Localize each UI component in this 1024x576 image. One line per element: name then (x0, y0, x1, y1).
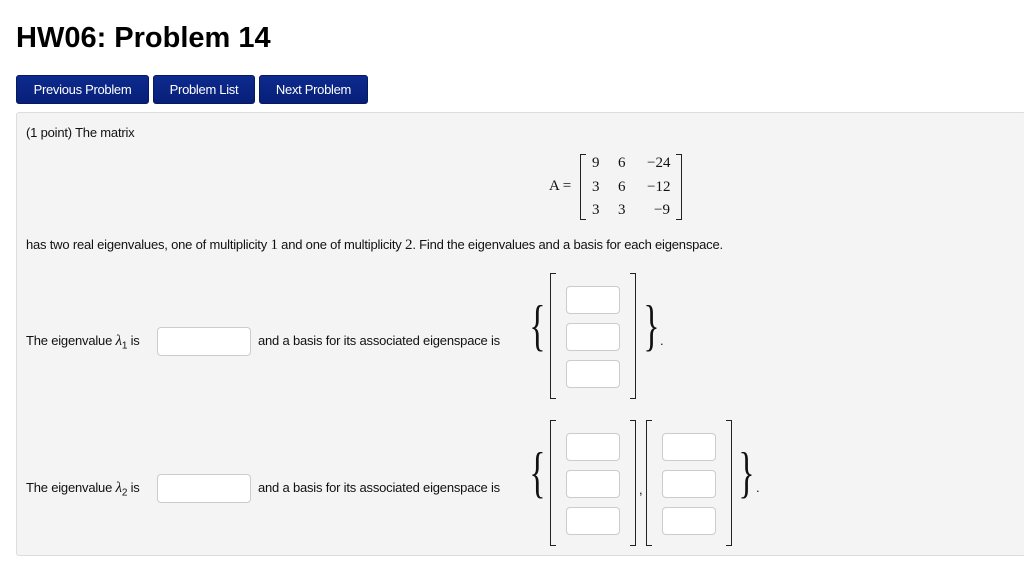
multiplicity-2: 2 (405, 237, 413, 253)
page-title: HW06: Problem 14 (16, 22, 271, 54)
eigenvalue-1-input[interactable] (157, 327, 251, 356)
problem-intro: (1 point) The matrix (26, 125, 135, 140)
vector-bracket-left (550, 273, 556, 399)
vector-bracket-right (630, 273, 636, 399)
next-problem-button[interactable]: Next Problem (259, 75, 368, 104)
matrix-cell: 6 (618, 179, 626, 195)
eigenspace-2-label: and a basis for its associated eigenspace is (258, 480, 500, 495)
right-brace: } (738, 442, 755, 504)
problem-list-button[interactable]: Problem List (153, 75, 255, 104)
matrix-cell: 3 (618, 202, 626, 218)
vector-bracket-right (630, 420, 636, 546)
right-brace: } (643, 295, 660, 357)
basis-2b-entry-1[interactable] (662, 433, 716, 461)
matrix-bracket-right (676, 154, 682, 220)
label-text: The eigenvalue (26, 480, 116, 495)
basis-2a-entry-1[interactable] (566, 433, 620, 461)
basis-1-entry-2[interactable] (566, 323, 620, 351)
matrix-cell: −24 (647, 155, 671, 171)
eigenspace-1-label: and a basis for its associated eigenspace is (258, 333, 500, 348)
matrix-cell: −12 (647, 179, 671, 195)
label-text: is (127, 333, 140, 348)
eigenvalue-2-input[interactable] (157, 474, 251, 503)
matrix-cell: 9 (592, 155, 600, 171)
matrix-label: A = (549, 178, 572, 194)
eigenvalue-2-label (26, 480, 140, 499)
label-text: is (127, 480, 140, 495)
matrix-cell: −9 (654, 202, 670, 218)
left-brace: { (529, 295, 546, 357)
period: . (756, 480, 760, 495)
matrix-cell: 3 (592, 202, 600, 218)
statement-text: . Find the eigenvalues and a basis for each eigenspace. (412, 237, 723, 252)
matrix-cell: 6 (618, 155, 626, 171)
statement-text: has two real eigenvalues, one of multiplicity (26, 237, 271, 252)
basis-1-entry-3[interactable] (566, 360, 620, 388)
lambda-subscript: 1 (121, 340, 128, 352)
left-brace: { (529, 442, 546, 504)
label-text: The eigenvalue (26, 333, 116, 348)
basis-2a-entry-3[interactable] (566, 507, 620, 535)
basis-2b-entry-3[interactable] (662, 507, 716, 535)
statement-text: and one of multiplicity (277, 237, 405, 252)
period: . (660, 333, 664, 348)
basis-2b-entry-2[interactable] (662, 470, 716, 498)
problem-statement (26, 237, 723, 254)
previous-problem-button[interactable]: Previous Problem (16, 75, 149, 104)
comma: , (639, 482, 643, 497)
matrix-cell: 3 (592, 179, 600, 195)
lambda-symbol: λ (115, 480, 122, 496)
matrix-bracket-left (580, 154, 586, 220)
vector-bracket-left (550, 420, 556, 546)
lambda-subscript: 2 (121, 487, 128, 499)
vector-bracket-left (646, 420, 652, 546)
eigenvalue-1-label (26, 333, 140, 352)
basis-1-entry-1[interactable] (566, 286, 620, 314)
vector-bracket-right (726, 420, 732, 546)
multiplicity-1: 1 (270, 237, 278, 253)
basis-2a-entry-2[interactable] (566, 470, 620, 498)
lambda-symbol: λ (115, 333, 122, 349)
